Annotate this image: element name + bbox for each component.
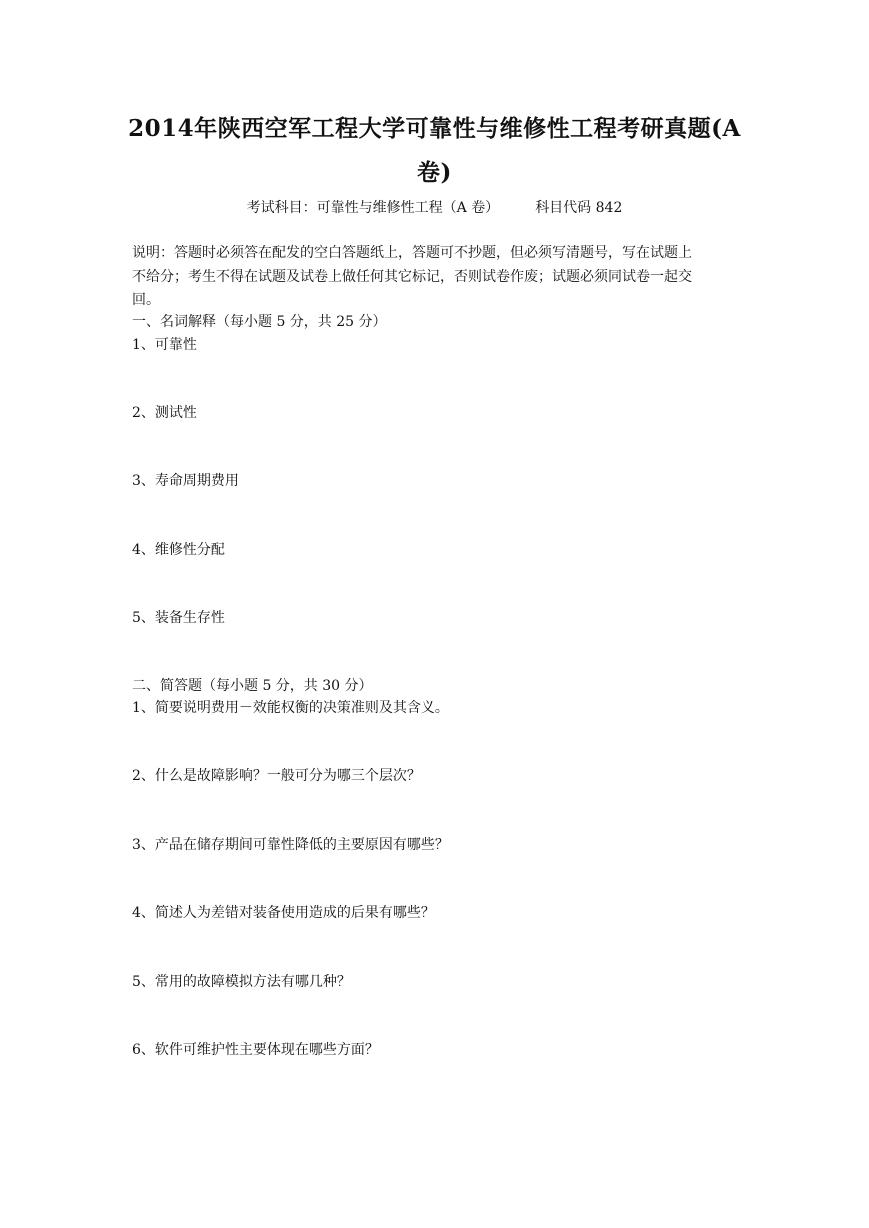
section2-item: 3、产品在储存期间可靠性降低的主要原因有哪些？: [132, 837, 449, 853]
section2-heading: 二、简答题（每小题 5 分，共 30 分）: [132, 678, 373, 694]
instructions-line2: 不给分；考生不得在试题及试卷上做任何其它标记，否则试卷作废；试题必须同试卷一起交: [132, 269, 692, 285]
subject-code: 科目代码 842: [535, 200, 623, 216]
section1-item: 1、可靠性: [132, 337, 197, 353]
section2-item: 6、软件可维护性主要体现在哪些方面？: [132, 1042, 379, 1058]
section2-item: 4、简述人为差错对装备使用造成的后果有哪些？: [132, 905, 435, 921]
section2-item: 1、简要说明费用－效能权衡的决策准则及其含义。: [132, 700, 449, 716]
exam-subtitle: [0, 198, 869, 218]
section1-item: 5、装备生存性: [132, 610, 225, 626]
subject-label: 考试科目：可靠性与维修性工程（A 卷）: [246, 200, 500, 216]
section1-item: 3、寿命周期费用: [132, 473, 239, 489]
instructions-line1: 说明：答题时必须答在配发的空白答题纸上，答题可不抄题，但必须写清题号，写在试题上: [132, 245, 692, 261]
section1-item: 4、维修性分配: [132, 542, 225, 558]
section1-heading: 一、名词解释（每小题 5 分，共 25 分）: [132, 314, 387, 330]
exam-title-line1: 2014年陕西空军工程大学可靠性与维修性工程考研真题(A: [128, 115, 741, 142]
section2-item: 2、什么是故障影响？一般可分为哪三个层次？: [132, 768, 421, 784]
exam-title-line2: 卷): [417, 159, 452, 186]
section1-item: 2、测试性: [132, 405, 197, 421]
section2-item: 5、常用的故障模拟方法有哪几种？: [132, 974, 351, 990]
instructions-line3: 回。: [132, 292, 160, 308]
